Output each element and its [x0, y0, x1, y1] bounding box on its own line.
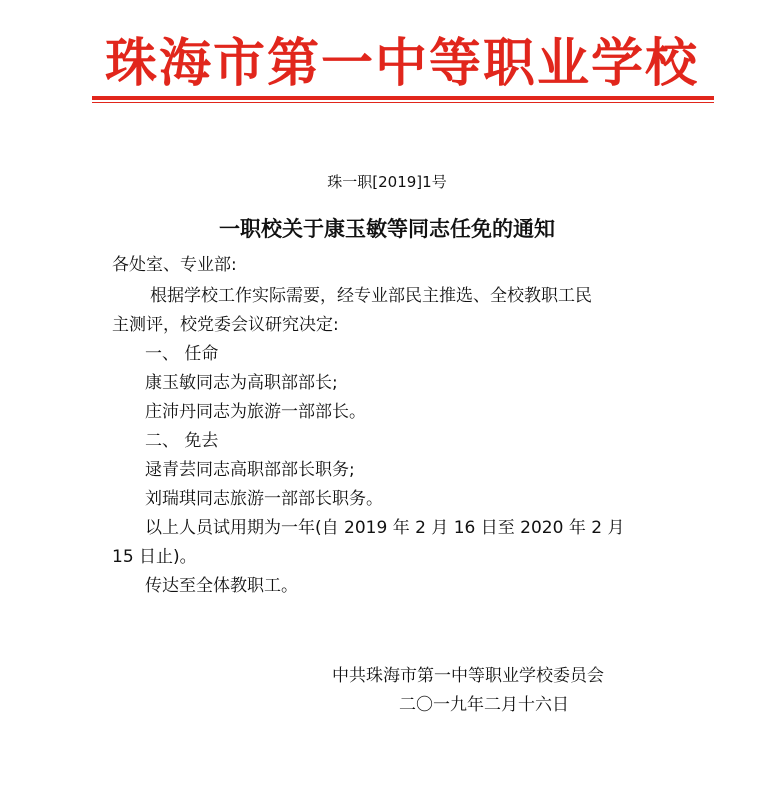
- section-appoint-heading: 一、 任命: [145, 344, 219, 364]
- salutation: 各处室、专业部:: [112, 255, 237, 275]
- removal-item: 逯青芸同志高职部部长职务;: [145, 460, 355, 480]
- issue-date: 二〇一九年二月十六日: [399, 695, 569, 715]
- distribution-note: 传达至全体教职工。: [145, 576, 298, 596]
- letterhead-rule-thick: [92, 96, 714, 100]
- issuer-signature: 中共珠海市第一中等职业学校委员会: [332, 666, 604, 686]
- document-number: 珠一职[2019]1号: [327, 173, 447, 191]
- probation-line-2: 15 日止)。: [112, 547, 197, 567]
- letterhead-rule-thin: [92, 102, 714, 103]
- appointment-item: 庄沛丹同志为旅游一部部长。: [145, 402, 366, 422]
- letterhead-title: 珠海市第一中等职业学校: [104, 33, 699, 94]
- notice-title: 一职校关于康玉敏等同志任免的通知: [219, 217, 555, 241]
- removal-item: 刘瑞琪同志旅游一部部长职务。: [145, 489, 383, 509]
- intro-line-2: 主测评，校党委会议研究决定:: [112, 315, 339, 335]
- section-remove-heading: 二、 免去: [145, 431, 219, 451]
- appointment-item: 康玉敏同志为高职部部长;: [145, 373, 338, 393]
- probation-line-1: 以上人员试用期为一年(自 2019 年 2 月 16 日至 2020 年 2 月: [145, 518, 625, 538]
- intro-line-1: 根据学校工作实际需要，经专业部民主推选、全校教职工民: [150, 286, 592, 306]
